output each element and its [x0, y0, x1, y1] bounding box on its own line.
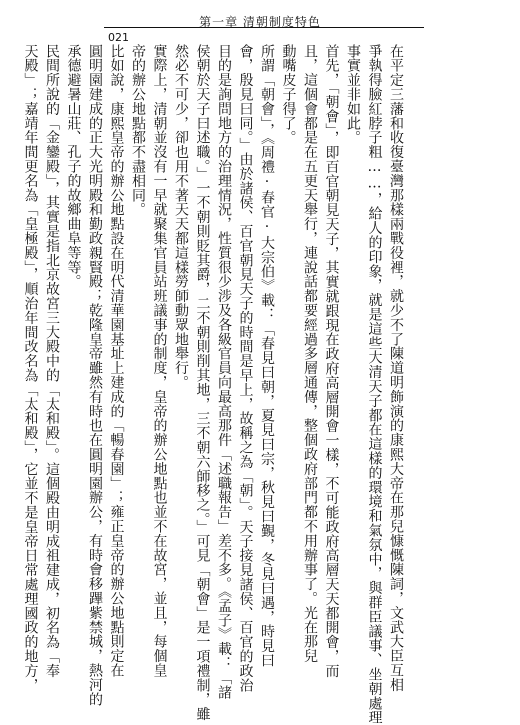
text-line: 然必不可少，卻也用不著天天都這樣勞師動眾地舉行。 — [173, 44, 189, 390]
text-line: 且，這個會都是在五更天舉行，連說話都要經過多層通傳，整個政府部門都不用辦事了。光在那兒 — [302, 44, 318, 664]
text-line: 天殿」；嘉靖年間更名為「皇極殿」，順治年間改名為「太和殿」，它並不是皇帝日常處理國政的地方， — [22, 44, 39, 693]
text-line: 比如說，康熙皇帝的辦公地點設在明代清華園基址上建成的「暢春園」；雍正皇帝的辦公地點則定在 — [108, 44, 125, 678]
text-line: 會，殷見曰同。」由於諸侯、百官朝見天子的時間是早上，故稱之為「朝」。天子接見諸侯、百官的政治 — [237, 44, 254, 693]
text-line: 爭執得臉紅脖子粗……，給人的印象，就是這些大清天子都在這樣的環境和氣氛中，與群臣議事、坐朝處理 — [366, 44, 383, 725]
text-line: 民間所說的「金鑾殿」，其實是指北京故宮三大殿中的「太和殿」。這個殿由明成祖建成，初名為「奉 — [44, 44, 60, 678]
page-number: 021 — [108, 31, 129, 44]
text-line: 實際上，清朝並沒有一早就聚集官員站班議事的制度，皇帝的辦公地點也並不在故宮，並且，每個皇 — [151, 44, 168, 678]
running-header-title: 第一章 清朝制度特色 — [199, 15, 321, 29]
text-line: 事實並非如此。 — [345, 44, 361, 145]
text-line: 侯朝於天子曰述職。」一不朝則貶其爵，二不朝則削其地，三不朝六師移之。」可見「朝會」是一項禮制，雖 — [194, 44, 211, 722]
text-line: 承德避暑山莊、孔子的故鄉曲阜等等。 — [65, 44, 82, 289]
text-line: 所謂「朝會」，《周禮·春官·大宗伯》載：「春見曰朝，夏見曰宗，秋見曰覲，冬見曰遇，時見曰 — [259, 44, 275, 668]
text-line: 帝的辦公地點都不盡相同。 — [130, 44, 146, 217]
text-line: 目的是詢問地方的治理情況，性質很少涉及各級官員向最高那件「述職報告」差不多。《孟子》載：「諸 — [216, 44, 232, 700]
header-rule — [104, 27, 424, 28]
text-line: 在平定三藩和收復臺灣那樣兩戰役裡，就少不了陳道明飾演的康熙大帝在那兒慷慨陳詞，文武大臣互相 — [388, 44, 404, 692]
text-line: 圓明園建成的正大光明殿和勤政親賢殿；乾隆皇帝雖然有時也在圓明園辦公，有時會移蹕紫禁城，熱河的 — [87, 44, 103, 707]
text-line: 動嘴皮子得了。 — [280, 44, 297, 145]
body-text — [19, 44, 406, 725]
text-line: 首先，「朝會」，即百官朝見天子，其實就跟現在政府高層開會一樣，不可能政府高層天天都開會，而 — [323, 44, 340, 678]
